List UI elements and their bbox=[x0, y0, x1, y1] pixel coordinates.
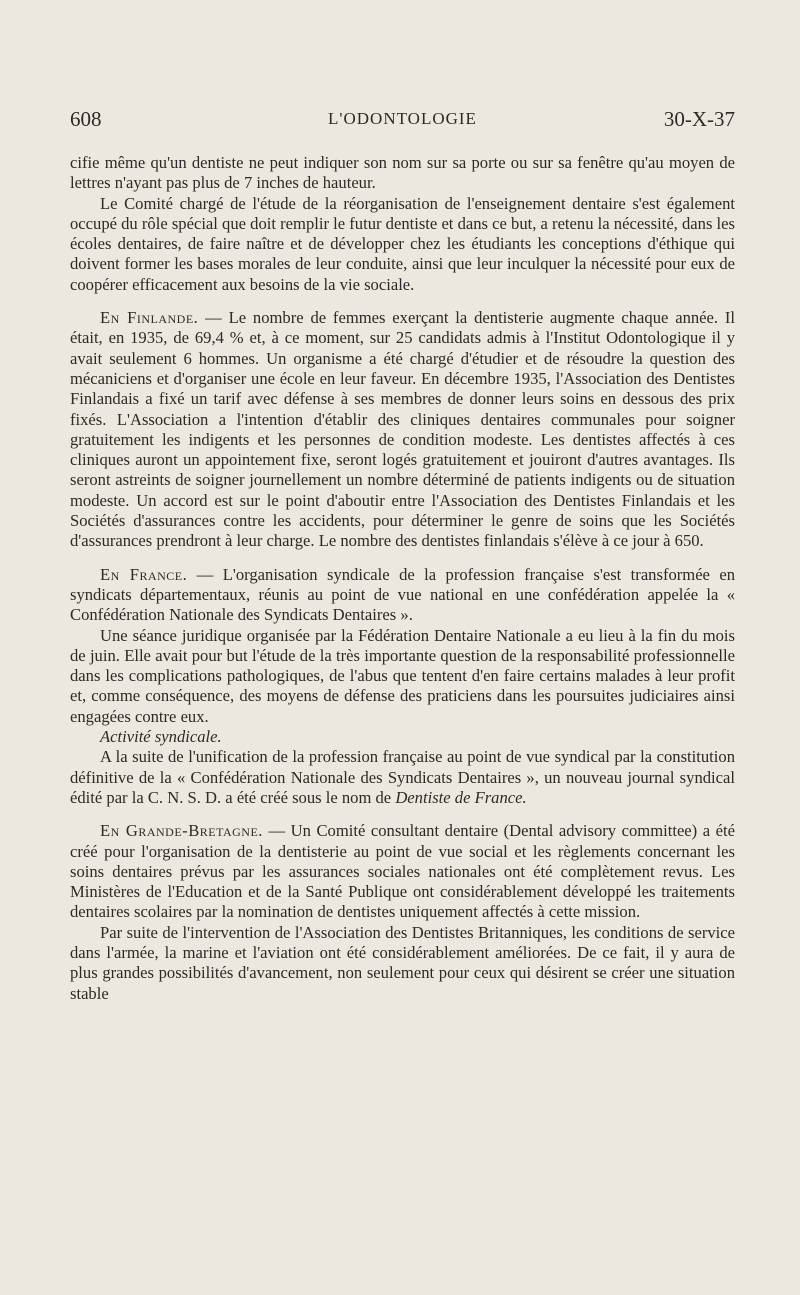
issue-date: 30-X-37 bbox=[663, 107, 735, 131]
paragraph-seance: Une séance juridique organisée par la Fédération Dentaire Nationale a eu lieu à la fin du mois de juin. Elle avait pour but l'étude de la très importante question de la responsabilité professionnelle dans les complications pathologiques, de l'abus que tentent d'en faire certains malades à leur profit et, comme conséquence, des moyens de défense des praticiens dans les poursuites judiciaires ainsi engagées contre eux. bbox=[70, 625, 735, 726]
section-label-grande-bretagne: En Grande-Bretagne. bbox=[100, 821, 263, 841]
paragraph-continuation: cifie même qu'un dentiste ne peut indiquer son nom sur sa porte ou sur sa fenêtre qu'au moyen de lettres n'ayant pas plus de 7 inches de hauteur. bbox=[70, 153, 735, 193]
journal-name: Dentiste de France. bbox=[395, 787, 527, 807]
article-body bbox=[70, 153, 735, 1004]
paragraph-finlande bbox=[70, 308, 735, 552]
paragraph-unification bbox=[70, 747, 735, 808]
unification-text: A la suite de l'unification de la profession française au point de vue syndical par la constitution définitive de la « Confédération Nationale des Syndicats Dentaires », un nouveau journal syndical édité par la C. N. S. D. a été créé sous le nom de bbox=[70, 747, 735, 807]
section-label-finlande: En Finlande. bbox=[100, 308, 199, 328]
paragraph-association: Par suite de l'intervention de l'Association des Dentistes Britanniques, les conditions de service dans l'armée, la marine et l'aviation ont été considérablement améliorées. De ce fait, il y aura de plus grandes possibilités d'avancement, non seulement pour ceux qui désirent se créer une situation stable bbox=[70, 922, 735, 1003]
paragraph-france bbox=[70, 565, 735, 626]
gb-text: — Un Comité consultant dentaire (Dental advisory committee) a été créé pour l'organisation de la dentisterie au point de vue social et les règlements concernant les soins dentaires prévus par les assurances sociales nationales ont été complètement revus. Les Ministères de l'Education et de la Santé Publique ont considérablement développé les traitements dentaires scolaires par la nomination de dentistes uniquement affectés à cette mission. bbox=[70, 821, 736, 922]
paragraph-comite: Le Comité chargé de l'étude de la réorganisation de l'enseignement dentaire s'est également occupé du rôle spécial que doit remplir le futur dentiste et dans ce but, a retenu la nécessité, dans les écoles dentaires, de faire naître et de développer chez les étudiants les conceptions d'éthique qui doivent former les bases morales de leur conduite, ainsi que leur inculquer la nécessité pour eux de coopérer efficacement aux besoins de la vie sociale. bbox=[70, 193, 735, 294]
running-header bbox=[70, 104, 735, 134]
journal-title: L'ODONTOLOGIE bbox=[328, 109, 477, 128]
france-text: — L'organisation syndicale de la profession française s'est transformée en syndicats départementaux, réunis au point de vue national en une confédération appelée la « Confédération Nationale des Syndicats Dentaires ». bbox=[70, 564, 736, 625]
page-number: 608 bbox=[70, 107, 102, 131]
paragraph-grande-bretagne bbox=[70, 821, 735, 922]
section-label-france: En France. bbox=[100, 564, 188, 584]
finlande-text: — Le nombre de femmes exerçant la dentisterie augmente chaque année. Il était, en 1935, de 69,4 % et, à ce moment, sur 25 candidats admis à l'Institut Odontologique il y avait seulement 6 hommes. Un organisme a été chargé d'étudier et de résoudre la question des mécaniciens et d'organiser une école en leur faveur. En décembre 1935, l'Association des Dentistes Finlandais a fixé un tarif avec défense à ses membres de donner leurs soins en dessous des prix fixés. L'Association a l'intention d'établir des cliniques dentaires communales pour soigner gratuitement les indigents et les personnes de condition modeste. Les dentistes affectés à ces cliniques auront un appointement fixe, seront logés gratuitement et jouiront d'autres avantages. Ils seront astreints de soigner journellement un nombre déterminé de patients indigents ou de situation modeste. Un accord est sur le point d'aboutir entre l'Association des Dentistes Finlandais et les Sociétés d'assurances contre les accidents, pour déterminer le genre de soins que les Sociétés d'assurances prendront à leur charge. Le nombre des dentistes finlandais s'élève à ce jour à 650. bbox=[70, 308, 736, 551]
subheading-activite: Activité syndicale. bbox=[100, 727, 222, 747]
